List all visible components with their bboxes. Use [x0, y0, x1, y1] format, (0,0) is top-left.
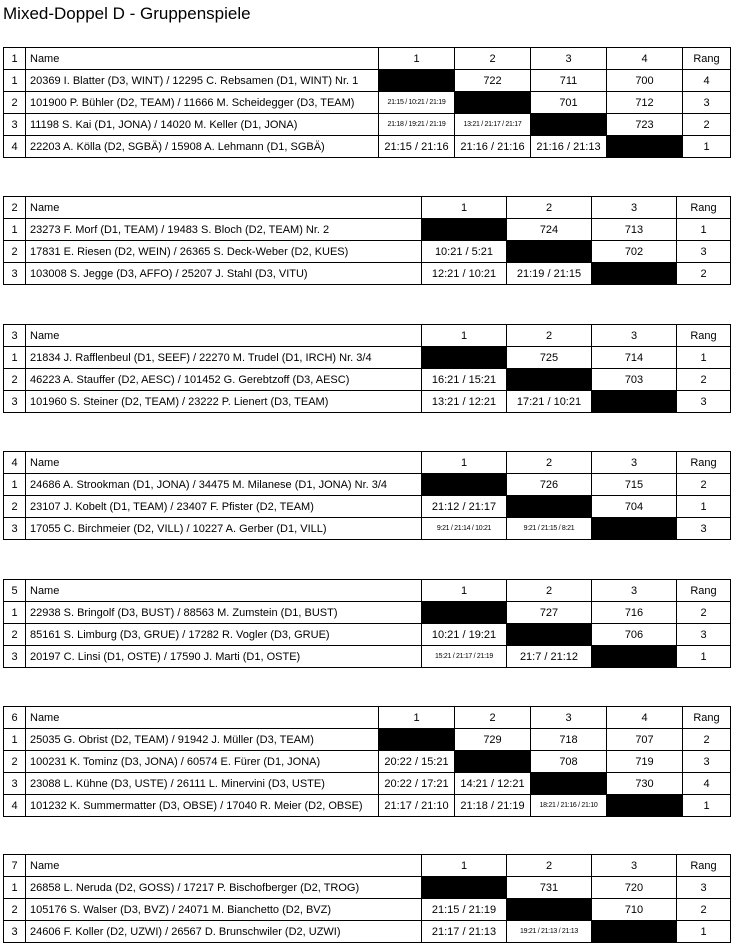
opponent-column-header: 2	[507, 580, 592, 602]
row-position: 3	[4, 263, 26, 285]
match-result-cell: 726	[507, 474, 592, 496]
table-row	[4, 70, 731, 92]
rang-cell: 3	[677, 518, 731, 540]
group-table	[3, 579, 731, 668]
self-match-cell	[507, 624, 592, 646]
match-result-cell: 14:21 / 12:21	[455, 773, 531, 795]
match-result-cell: 727	[507, 602, 592, 624]
self-match-cell	[422, 474, 507, 496]
self-match-cell	[592, 518, 677, 540]
rang-cell: 1	[677, 219, 731, 241]
group-header-row	[4, 48, 731, 70]
match-result-cell: 720	[592, 877, 677, 899]
match-result-cell: 723	[607, 114, 683, 136]
row-position: 2	[4, 92, 26, 114]
match-result-cell: 20:22 / 15:21	[379, 751, 455, 773]
opponent-column-header: 1	[422, 855, 507, 877]
match-result-cell: 724	[507, 219, 592, 241]
row-position: 3	[4, 773, 26, 795]
match-result-cell: 21:19 / 21:15	[507, 263, 592, 285]
opponent-column-header: 3	[592, 452, 677, 474]
match-result-cell: 719	[607, 751, 683, 773]
self-match-cell	[422, 219, 507, 241]
rang-cell: 2	[677, 899, 731, 921]
group-table	[3, 706, 731, 817]
player-pair-name: 23107 J. Kobelt (D1, TEAM) / 23407 F. Pfister (D2, TEAM)	[26, 496, 422, 518]
self-match-cell	[507, 496, 592, 518]
table-row	[4, 751, 731, 773]
page-title: Mixed-Doppel D - Gruppenspiele	[3, 4, 251, 23]
rang-cell: 1	[677, 496, 731, 518]
opponent-column-header: 3	[592, 855, 677, 877]
self-match-cell	[379, 729, 455, 751]
group-header-row	[4, 707, 731, 729]
self-match-cell	[379, 70, 455, 92]
table-row	[4, 114, 731, 136]
row-position: 3	[4, 518, 26, 540]
row-position: 2	[4, 751, 26, 773]
group-header-row	[4, 580, 731, 602]
rang-cell: 1	[677, 347, 731, 369]
rang-cell: 2	[677, 369, 731, 391]
match-result-cell: 701	[531, 92, 607, 114]
match-result-cell: 729	[455, 729, 531, 751]
row-position: 4	[4, 136, 26, 158]
match-result-cell: 21:7 / 21:12	[507, 646, 592, 668]
self-match-cell	[422, 877, 507, 899]
opponent-column-header: 1	[422, 325, 507, 347]
match-result-cell: 730	[607, 773, 683, 795]
match-result-cell: 703	[592, 369, 677, 391]
group-header-row	[4, 325, 731, 347]
row-position: 1	[4, 70, 26, 92]
match-result-cell: 731	[507, 877, 592, 899]
match-result-cell: 19:21 / 21:13 / 21:13	[507, 921, 592, 943]
player-pair-name: 101900 P. Bühler (D2, TEAM) / 11666 M. Scheidegger (D3, TEAM)	[26, 92, 379, 114]
match-result-cell: 13:21 / 21:17 / 21:17	[455, 114, 531, 136]
group-number: 3	[4, 325, 26, 347]
self-match-cell	[422, 347, 507, 369]
group-header-row	[4, 452, 731, 474]
rang-cell: 3	[677, 391, 731, 413]
table-row	[4, 899, 731, 921]
group-table	[3, 324, 731, 413]
row-position: 3	[4, 646, 26, 668]
name-header: Name	[26, 707, 379, 729]
match-result-cell: 707	[607, 729, 683, 751]
self-match-cell	[531, 114, 607, 136]
player-pair-name: 25035 G. Obrist (D2, TEAM) / 91942 J. Müller (D3, TEAM)	[26, 729, 379, 751]
opponent-column-header: 1	[379, 707, 455, 729]
opponent-column-header: 3	[592, 325, 677, 347]
name-header: Name	[26, 855, 422, 877]
table-row	[4, 219, 731, 241]
player-pair-name: 101960 S. Steiner (D2, TEAM) / 23222 P. Lienert (D3, TEAM)	[26, 391, 422, 413]
table-row	[4, 136, 731, 158]
table-row	[4, 602, 731, 624]
player-pair-name: 105176 S. Walser (D3, BVZ) / 24071 M. Bianchetto (D2, BVZ)	[26, 899, 422, 921]
player-pair-name: 46223 A. Stauffer (D2, AESC) / 101452 G. Gerebtzoff (D3, AESC)	[26, 369, 422, 391]
row-position: 4	[4, 795, 26, 817]
match-result-cell: 712	[607, 92, 683, 114]
table-row	[4, 496, 731, 518]
match-result-cell: 711	[531, 70, 607, 92]
match-result-cell: 16:21 / 15:21	[422, 369, 507, 391]
match-result-cell: 718	[531, 729, 607, 751]
match-result-cell: 710	[592, 899, 677, 921]
player-pair-name: 85161 S. Limburg (D3, GRUE) / 17282 R. Vogler (D3, GRUE)	[26, 624, 422, 646]
row-position: 1	[4, 602, 26, 624]
opponent-column-header: 1	[422, 197, 507, 219]
group-table	[3, 451, 731, 540]
opponent-column-header: 2	[455, 707, 531, 729]
opponent-column-header: 4	[607, 48, 683, 70]
rang-cell: 4	[683, 773, 731, 795]
self-match-cell	[592, 646, 677, 668]
player-pair-name: 22938 S. Bringolf (D3, BUST) / 88563 M. Zumstein (D1, BUST)	[26, 602, 422, 624]
rang-cell: 2	[677, 263, 731, 285]
match-result-cell: 716	[592, 602, 677, 624]
match-result-cell: 722	[455, 70, 531, 92]
rang-header: Rang	[677, 452, 731, 474]
name-header: Name	[26, 48, 379, 70]
table-row	[4, 347, 731, 369]
group-table	[3, 47, 731, 158]
row-position: 3	[4, 114, 26, 136]
match-result-cell: 21:16 / 21:13	[531, 136, 607, 158]
match-result-cell: 15:21 / 21:17 / 21:19	[422, 646, 507, 668]
match-result-cell: 12:21 / 10:21	[422, 263, 507, 285]
table-row	[4, 921, 731, 943]
self-match-cell	[455, 751, 531, 773]
opponent-column-header: 3	[531, 48, 607, 70]
rang-cell: 3	[677, 877, 731, 899]
row-position: 1	[4, 474, 26, 496]
row-position: 2	[4, 624, 26, 646]
row-position: 2	[4, 369, 26, 391]
match-result-cell: 708	[531, 751, 607, 773]
match-result-cell: 706	[592, 624, 677, 646]
player-pair-name: 17831 E. Riesen (D2, WEIN) / 26365 S. Deck-Weber (D2, KUES)	[26, 241, 422, 263]
match-result-cell: 10:21 / 5:21	[422, 241, 507, 263]
row-position: 2	[4, 496, 26, 518]
table-row	[4, 729, 731, 751]
player-pair-name: 24606 F. Koller (D2, UZWI) / 26567 D. Brunschwiler (D2, UZWI)	[26, 921, 422, 943]
match-result-cell: 9:21 / 21:15 / 8:21	[507, 518, 592, 540]
match-result-cell: 715	[592, 474, 677, 496]
rang-header: Rang	[677, 325, 731, 347]
rang-cell: 2	[677, 602, 731, 624]
opponent-column-header: 2	[507, 325, 592, 347]
row-position: 2	[4, 241, 26, 263]
group-number: 7	[4, 855, 26, 877]
opponent-column-header: 1	[422, 452, 507, 474]
rang-cell: 3	[683, 751, 731, 773]
match-result-cell: 9:21 / 21:14 / 10:21	[422, 518, 507, 540]
player-pair-name: 17055 C. Birchmeier (D2, VILL) / 10227 A. Gerber (D1, VILL)	[26, 518, 422, 540]
opponent-column-header: 3	[531, 707, 607, 729]
table-row	[4, 795, 731, 817]
rang-cell: 2	[677, 474, 731, 496]
row-position: 1	[4, 219, 26, 241]
opponent-column-header: 2	[507, 855, 592, 877]
player-pair-name: 20197 C. Linsi (D1, OSTE) / 17590 J. Marti (D1, OSTE)	[26, 646, 422, 668]
self-match-cell	[592, 263, 677, 285]
match-result-cell: 725	[507, 347, 592, 369]
rang-header: Rang	[683, 48, 731, 70]
match-result-cell: 17:21 / 10:21	[507, 391, 592, 413]
rang-cell: 3	[677, 241, 731, 263]
group-number: 2	[4, 197, 26, 219]
self-match-cell	[455, 92, 531, 114]
group-table	[3, 196, 731, 285]
match-result-cell: 21:12 / 21:17	[422, 496, 507, 518]
row-position: 2	[4, 899, 26, 921]
self-match-cell	[531, 773, 607, 795]
table-row	[4, 92, 731, 114]
opponent-column-header: 1	[379, 48, 455, 70]
match-result-cell: 702	[592, 241, 677, 263]
rang-header: Rang	[677, 580, 731, 602]
match-result-cell: 18:21 / 21:16 / 21:10	[531, 795, 607, 817]
match-result-cell: 21:18 / 19:21 / 21:19	[379, 114, 455, 136]
group-number: 4	[4, 452, 26, 474]
self-match-cell	[507, 369, 592, 391]
rang-cell: 1	[683, 795, 731, 817]
match-result-cell: 13:21 / 12:21	[422, 391, 507, 413]
group-header-row	[4, 855, 731, 877]
row-position: 1	[4, 347, 26, 369]
rang-cell: 3	[683, 92, 731, 114]
table-row	[4, 518, 731, 540]
opponent-column-header: 2	[455, 48, 531, 70]
self-match-cell	[607, 795, 683, 817]
opponent-column-header: 4	[607, 707, 683, 729]
row-position: 3	[4, 391, 26, 413]
match-result-cell: 21:17 / 21:13	[422, 921, 507, 943]
row-position: 3	[4, 921, 26, 943]
name-header: Name	[26, 197, 422, 219]
row-position: 1	[4, 729, 26, 751]
self-match-cell	[507, 899, 592, 921]
rang-cell: 4	[683, 70, 731, 92]
match-result-cell: 713	[592, 219, 677, 241]
self-match-cell	[422, 602, 507, 624]
table-row	[4, 369, 731, 391]
self-match-cell	[592, 921, 677, 943]
opponent-column-header: 2	[507, 197, 592, 219]
match-result-cell: 21:15 / 10:21 / 21:19	[379, 92, 455, 114]
table-row	[4, 241, 731, 263]
match-result-cell: 21:15 / 21:19	[422, 899, 507, 921]
player-pair-name: 21834 J. Rafflenbeul (D1, SEEF) / 22270 M. Trudel (D1, IRCH) Nr. 3/4	[26, 347, 422, 369]
table-row	[4, 263, 731, 285]
name-header: Name	[26, 452, 422, 474]
group-number: 5	[4, 580, 26, 602]
self-match-cell	[592, 391, 677, 413]
match-result-cell: 10:21 / 19:21	[422, 624, 507, 646]
group-table	[3, 854, 731, 943]
name-header: Name	[26, 325, 422, 347]
match-result-cell: 20:22 / 17:21	[379, 773, 455, 795]
table-row	[4, 391, 731, 413]
opponent-column-header: 2	[507, 452, 592, 474]
player-pair-name: 20369 I. Blatter (D3, WINT) / 12295 C. Rebsamen (D1, WINT) Nr. 1	[26, 70, 379, 92]
opponent-column-header: 1	[422, 580, 507, 602]
rang-cell: 3	[677, 624, 731, 646]
group-number: 1	[4, 48, 26, 70]
match-result-cell: 700	[607, 70, 683, 92]
opponent-column-header: 3	[592, 580, 677, 602]
match-result-cell: 21:18 / 21:19	[455, 795, 531, 817]
self-match-cell	[607, 136, 683, 158]
player-pair-name: 101232 K. Summermatter (D3, OBSE) / 17040 R. Meier (D2, OBSE)	[26, 795, 379, 817]
rang-cell: 2	[683, 114, 731, 136]
player-pair-name: 23273 F. Morf (D1, TEAM) / 19483 S. Bloch (D2, TEAM) Nr. 2	[26, 219, 422, 241]
match-result-cell: 21:17 / 21:10	[379, 795, 455, 817]
table-row	[4, 646, 731, 668]
match-result-cell: 714	[592, 347, 677, 369]
group-header-row	[4, 197, 731, 219]
rang-header: Rang	[683, 707, 731, 729]
rang-cell: 1	[683, 136, 731, 158]
table-row	[4, 624, 731, 646]
player-pair-name: 100231 K. Tominz (D3, JONA) / 60574 E. Fürer (D1, JONA)	[26, 751, 379, 773]
name-header: Name	[26, 580, 422, 602]
table-row	[4, 773, 731, 795]
table-row	[4, 474, 731, 496]
player-pair-name: 22203 A. Kölla (D2, SGBÄ) / 15908 A. Lehmann (D1, SGBÄ)	[26, 136, 379, 158]
rang-header: Rang	[677, 855, 731, 877]
rang-cell: 1	[677, 646, 731, 668]
match-result-cell: 21:15 / 21:16	[379, 136, 455, 158]
match-result-cell: 21:16 / 21:16	[455, 136, 531, 158]
rang-header: Rang	[677, 197, 731, 219]
table-row	[4, 877, 731, 899]
player-pair-name: 26858 L. Neruda (D2, GOSS) / 17217 P. Bischofberger (D2, TROG)	[26, 877, 422, 899]
player-pair-name: 11198 S. Kai (D1, JONA) / 14020 M. Keller (D1, JONA)	[26, 114, 379, 136]
rang-cell: 1	[677, 921, 731, 943]
player-pair-name: 23088 L. Kühne (D3, USTE) / 26111 L. Minervini (D3, USTE)	[26, 773, 379, 795]
self-match-cell	[507, 241, 592, 263]
opponent-column-header: 3	[592, 197, 677, 219]
player-pair-name: 24686 A. Strookman (D1, JONA) / 34475 M. Milanese (D1, JONA) Nr. 3/4	[26, 474, 422, 496]
rang-cell: 2	[683, 729, 731, 751]
group-number: 6	[4, 707, 26, 729]
row-position: 1	[4, 877, 26, 899]
player-pair-name: 103008 S. Jegge (D3, AFFO) / 25207 J. Stahl (D3, VITU)	[26, 263, 422, 285]
match-result-cell: 704	[592, 496, 677, 518]
